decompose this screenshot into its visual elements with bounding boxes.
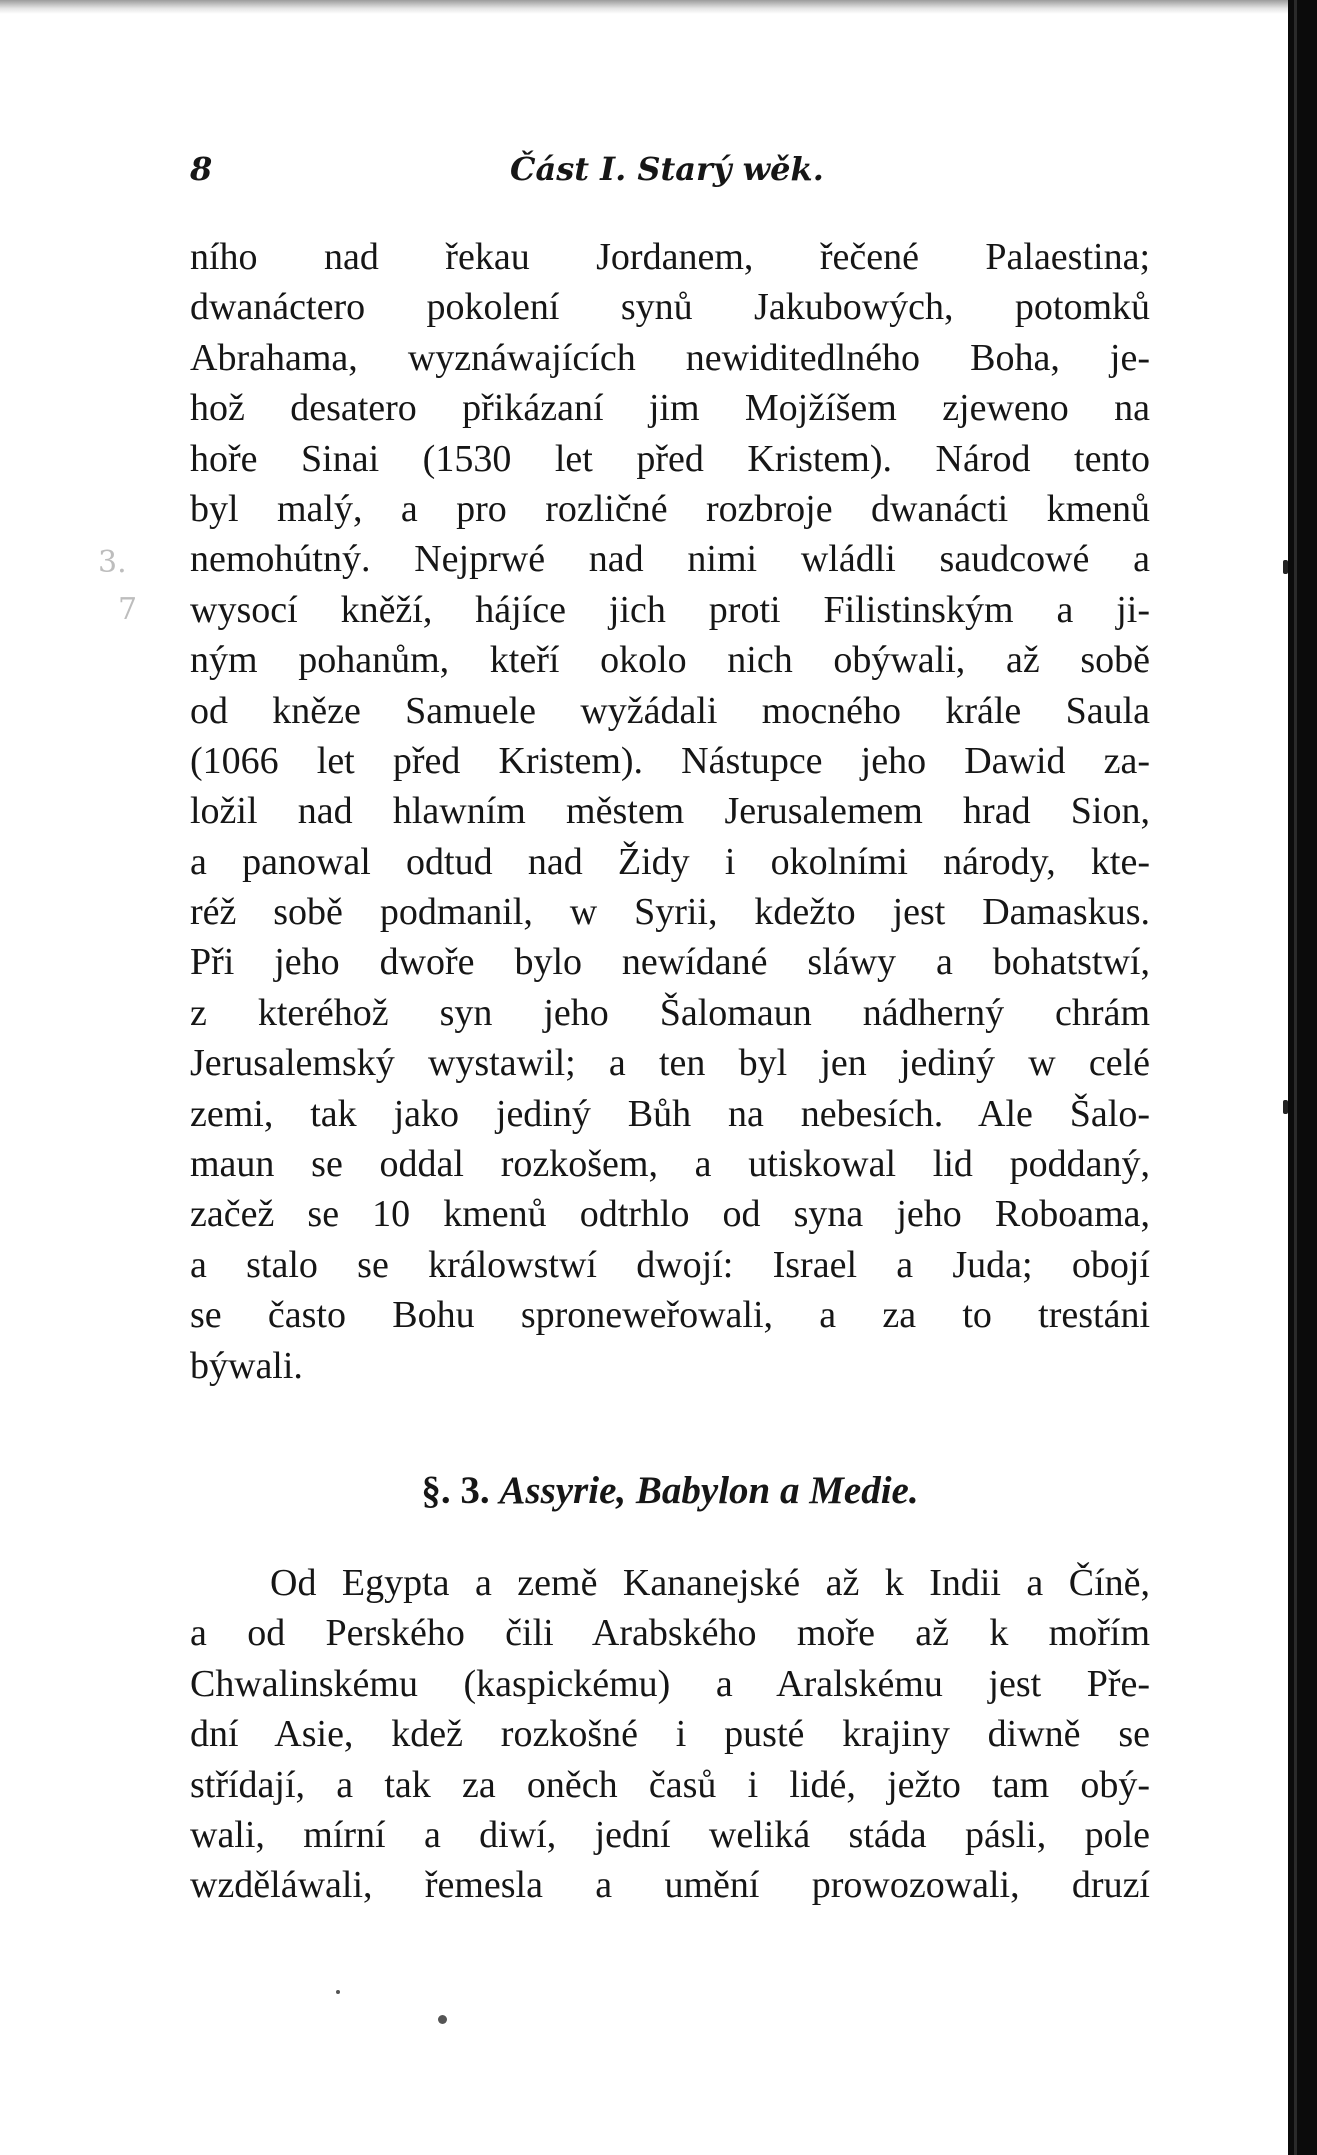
margin-pencil-mark: 7 [118,592,138,627]
text-line: wysocí kněží, hájíce jich proti Filistinským a ji- [190,588,1150,631]
paragraph-2 [190,1558,1150,1911]
text-line: nemohútný. Nejprwé nad nimi wládli saudcowé a [190,538,1150,581]
page-header [190,150,1150,196]
text-line: střídají, a tak za oněch časů i lidé, ježto tam obý- [190,1763,1150,1806]
text-line: se často Bohu sproneweřowali, a za to trestáni [190,1294,1150,1337]
paper-speck [336,1990,340,1994]
text-line: hož desatero přikázaní jim Mojžíšem zjeweno na [190,387,1150,430]
text-line: dní Asie, kdež rozkošné i pusté krajiny diwně se [190,1713,1150,1756]
text-line: Při jeho dwoře bylo newídané sláwy a bohatstwí, [190,941,1150,984]
text-line: ným pohanům, kteří okolo nich obýwali, až sobě [190,639,1150,682]
page-number: 8 [190,150,213,188]
text-line: Jerusalemský wystawil; a ten byl jen jediný w celé [190,1042,1150,1085]
running-title: Část I. Starý wěk. [510,150,824,188]
text-line: byl malý, a pro rozličné rozbroje dwanácti kmenů [190,487,1150,530]
text-line: zemi, tak jako jediný Bůh na nebesích. Ale Šalo- [190,1092,1150,1135]
text-line: býwali. [190,1344,303,1387]
text-line: a panowal odtud nad Židy i okolními národy, kte- [190,840,1150,883]
text-line: od kněze Samuele wyžádali mocného krále Saula [190,689,1150,732]
paper-speck [438,2015,447,2024]
text-line: ního nad řekau Jordanem, řečené Palaestina; [190,236,1150,278]
text-line: wali, mírní a diwí, jední weliká stáda pásli, pole [190,1813,1150,1856]
text-line: Abrahama, wyznáwajících newiditedlného Boha, je- [190,336,1150,379]
text-line: wzděláwali, řemesla a umění prowozowali, druzí [190,1864,1150,1907]
text-line: Chwalinskému (kaspickému) a Aralskému jest Pře- [190,1662,1150,1705]
text-line: maun se oddal rozkošem, a utiskowal lid poddaný, [190,1143,1150,1186]
scan-edge-line [1294,0,1297,2155]
text-line: réž sobě podmanil, w Syrii, kdežto jest Damaskus. [190,891,1150,934]
section-heading [190,1468,1150,1518]
margin-pencil-mark: 3. [98,545,127,580]
section-title: Assyrie, Babylon a Medie. [499,1469,919,1512]
section-number: §. 3. [421,1469,490,1512]
text-line: začež se 10 kmenů odtrhlo od syna jeho Roboama, [190,1193,1150,1236]
paragraph-1 [190,232,1150,1391]
text-line: hoře Sinai (1530 let před Kristem). Národ tento [190,437,1150,480]
scan-edge [1288,0,1317,2155]
text-line: a stalo se králowstwí dwojí: Israel a Juda; obojí [190,1243,1150,1286]
text-line: Od Egypta a země Kananejské až k Indii a Číně, [270,1562,1150,1604]
page-top-edge [0,0,1288,14]
text-line: ložil nad hlawním městem Jerusalemem hrad Sion, [190,790,1150,833]
text-line: (1066 let před Kristem). Nástupce jeho Dawid za- [190,739,1150,782]
text-line: dwanáctero pokolení synů Jakubowých, potomků [190,286,1150,329]
text-line: z kteréhož syn jeho Šalomaun nádherný chrám [190,991,1150,1034]
text-line: a od Perského čili Arabského moře až k mořím [190,1612,1150,1655]
